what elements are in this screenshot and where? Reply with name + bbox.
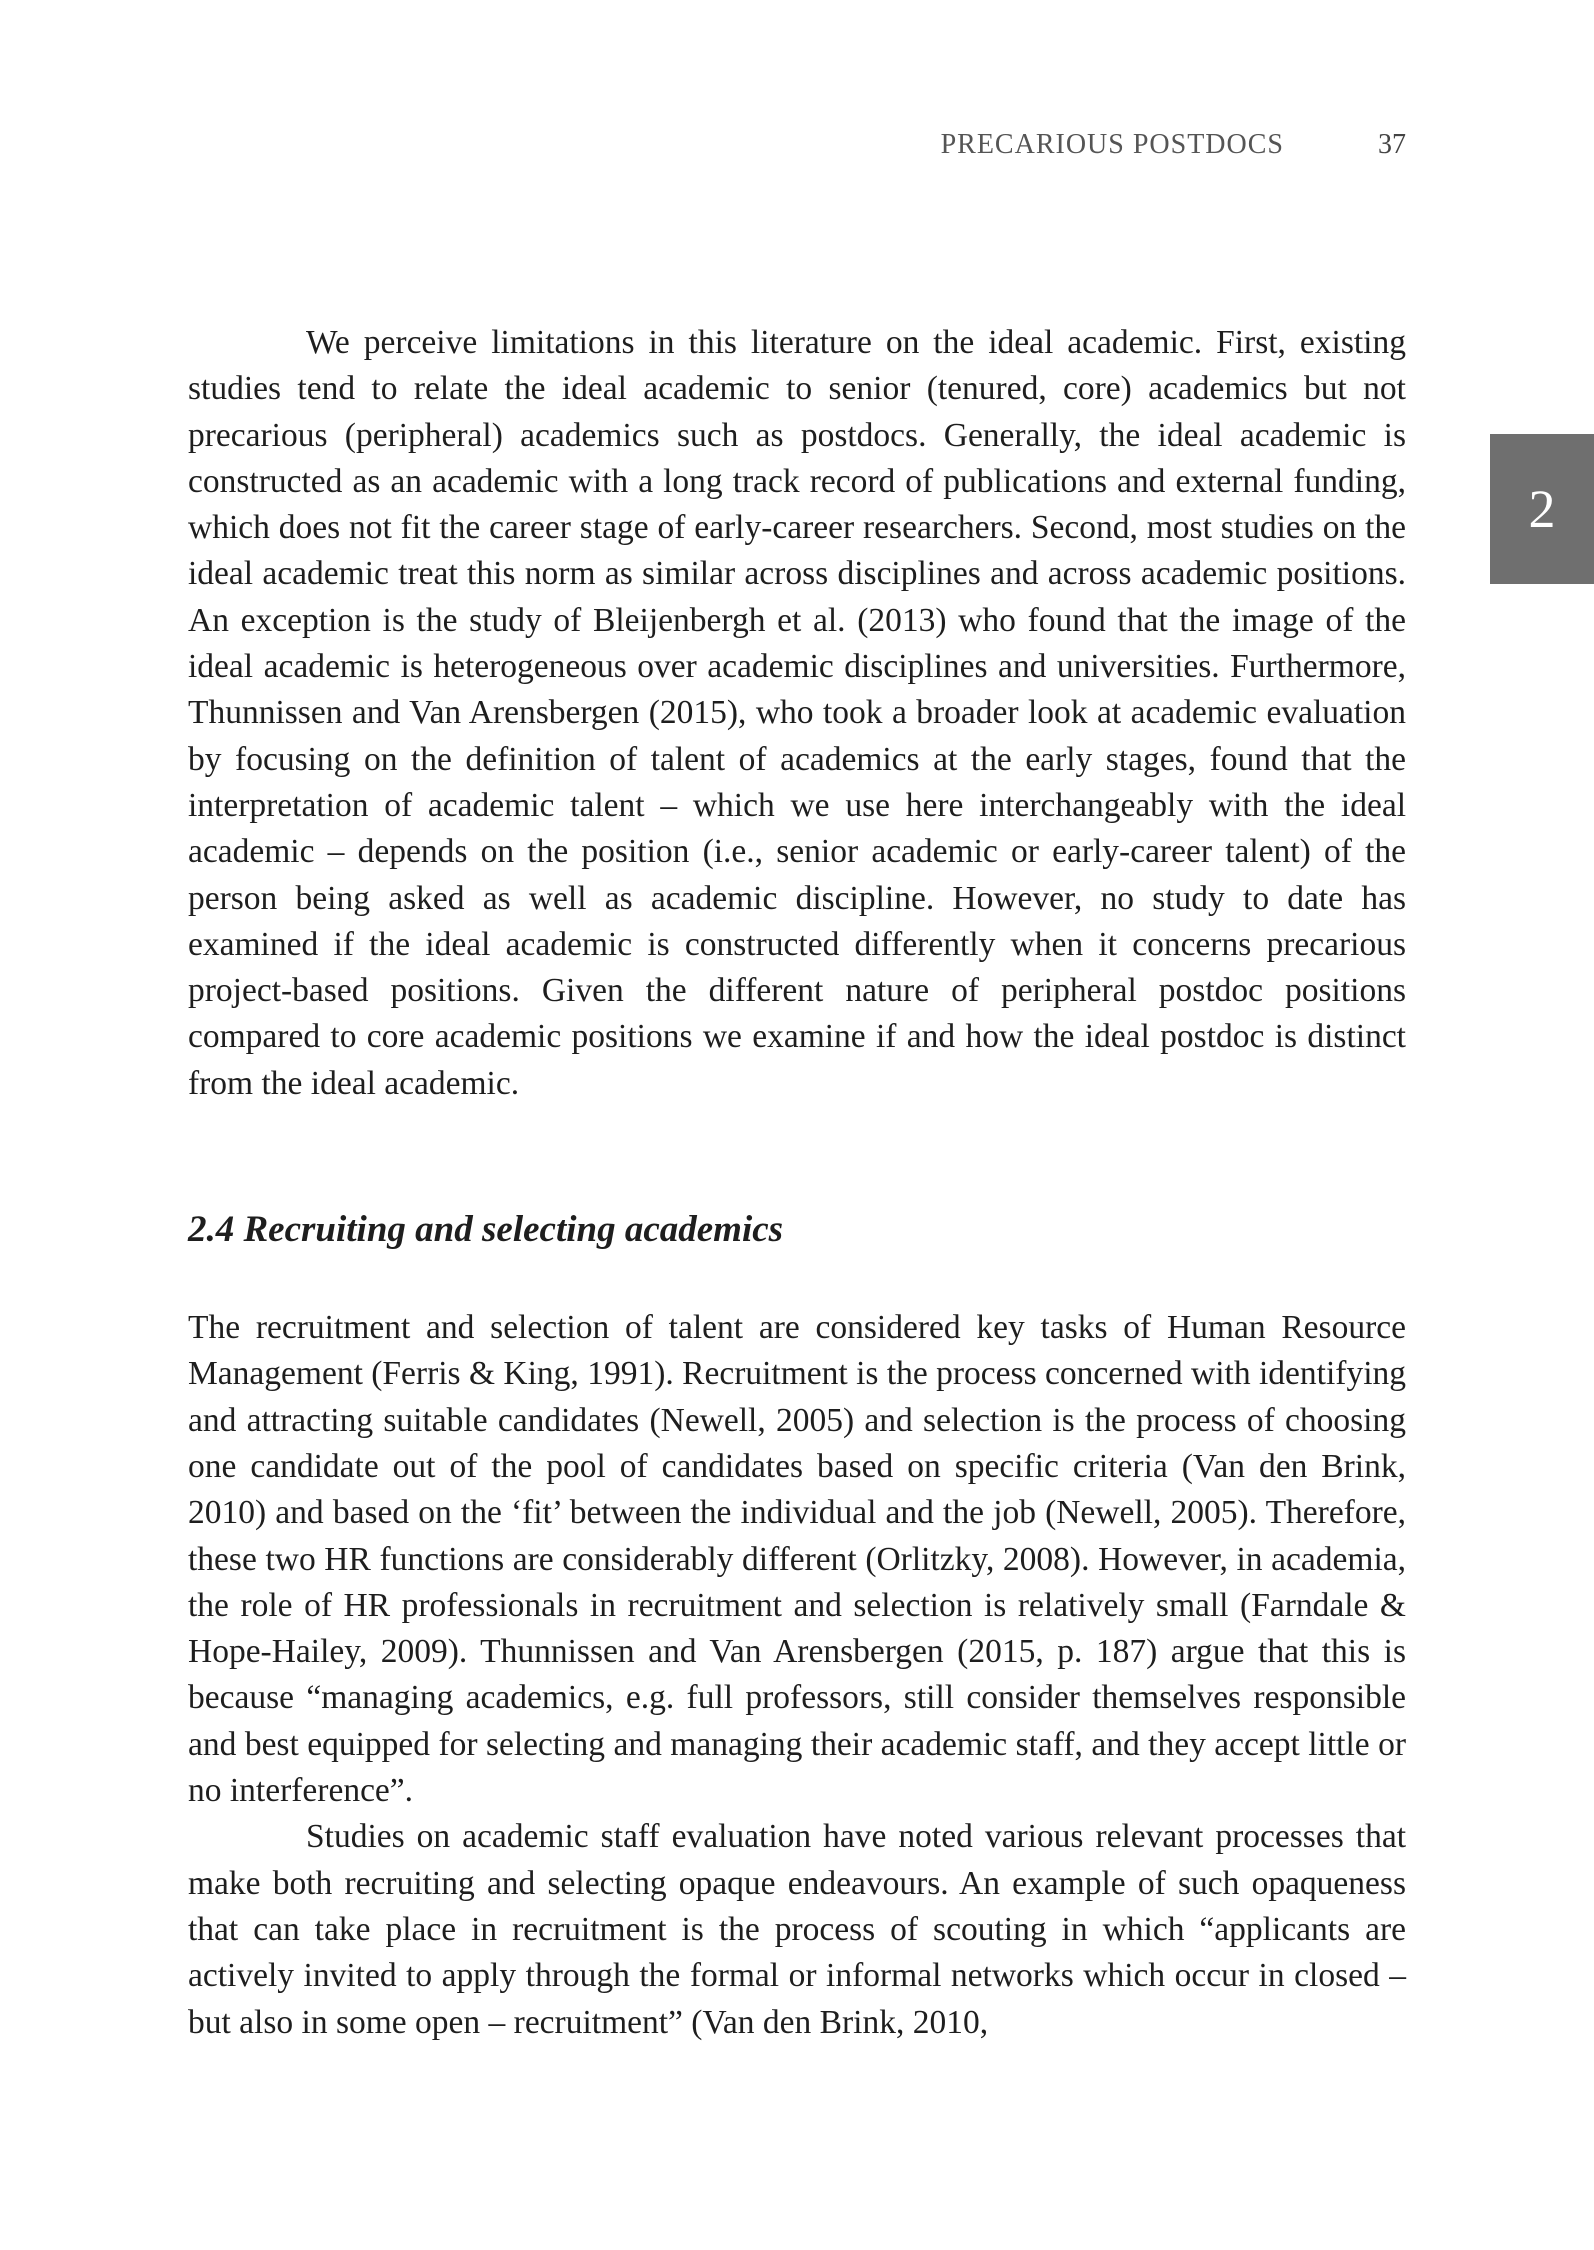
page-number: 37 [1378,129,1406,160]
section-heading: 2.4 Recruiting and selecting academics [188,1209,784,1251]
running-title: PRECARIOUS POSTDOCS [940,129,1284,160]
body-paragraph-1: We perceive limitations in this literature on the ideal academic. First, existing studies tend to relate the ideal academic to senior (tenured, core) academics but not precarious (peripheral) academics such as postdocs. Generally, the ideal academic is constructed as an academic with a long track record of publications and external funding, which does not fit the career stage of early-career researchers. Second, most studies on the ideal academic treat this norm as similar across disciplines and across academic positions. An exception is the study of Bleijenbergh et al. (2013) who found that the image of the ideal academic is heterogeneous over academic disciplines and universities. Furthermore, Thunnissen and Van Arensbergen (2015), who took a broader look at academic evaluation by focusing on the definition of talent of academics at the early stages, found that the interpretation of academic talent – which we use here interchangeably with the ideal academic – depends on the position (i.e., senior academic or early-career talent) of the person being asked as well as academic discipline. However, no study to date has examined if the ideal academic is constructed differently when it concerns precarious project-based positions. Given the different nature of peripheral postdoc positions compared to core academic positions we examine if and how the ideal postdoc is distinct from the ideal academic. [188,324,1406,1102]
body-paragraph-2: The recruitment and selection of talent are considered key tasks of Human Resource Management (Ferris & King, 1991). Recruitment is the process concerned with identifying and attracting suitable candidates (Newell, 2005) and selection is the process of choosing one candidate out of the pool of candidates based on specific criteria (Van den Brink, 2010) and based on the ‘fit’ between the individual and the job (Newell, 2005). Therefore, these two HR functions are considerably different (Orlitzky, 2008). However, in academia, the role of HR professionals in recruitment and selection is relatively small (Farndale & Hope-Hailey, 2009). Thunnissen and Van Arensbergen (2015, p. 187) argue that this is because “managing academics, e.g. full professors, still consider themselves responsible and best equipped for selecting and managing their academic staff, and they accept little or no interference”. [188,1309,1406,1810]
body-paragraph-3: Studies on academic staff evaluation have noted various relevant processes that make both recruiting and selecting opaque endeavours. An example of such opaqueness that can take place in recruitment is the process of scouting in which “applicants are actively invited to apply through the formal or informal networks which occur in closed – but also in some open – recruitment” (Van den Brink, 2010, [188,1818,1406,2041]
page-body [188,320,1406,2046]
chapter-tab [1490,434,1594,584]
chapter-tab-label: 2 [1528,479,1556,539]
running-header [0,125,1594,165]
